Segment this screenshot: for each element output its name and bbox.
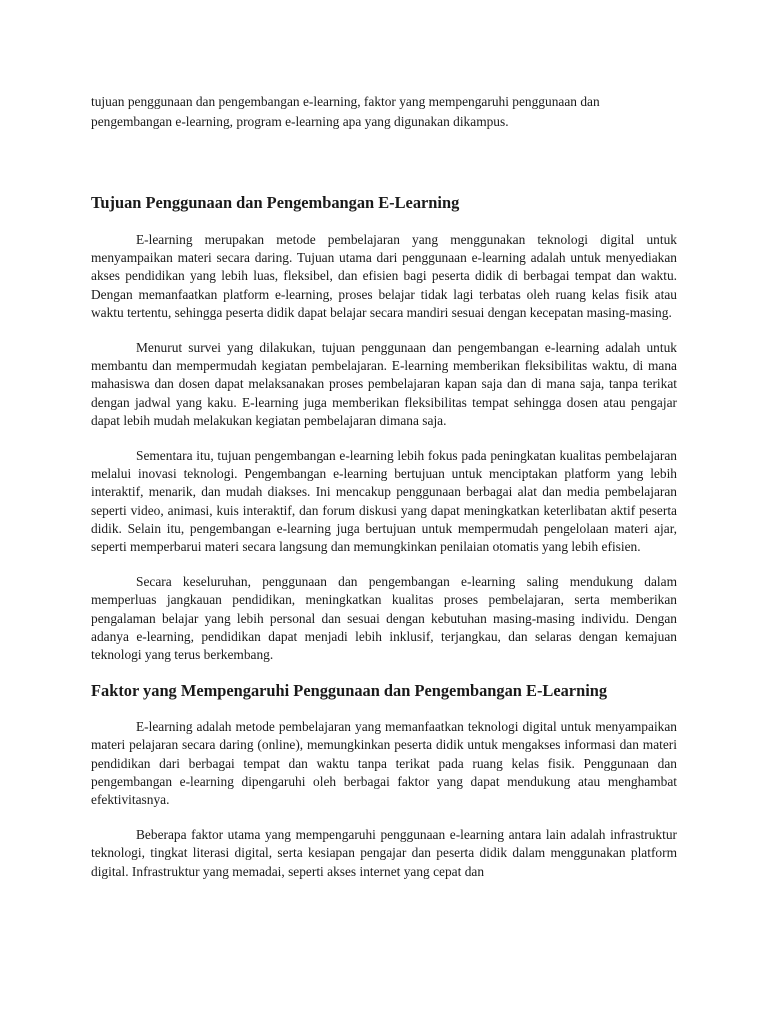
intro-paragraph: tujuan penggunaan dan pengembangan e-learning, faktor yang mempengaruhi penggunaan dan pengembangan e-learning, program e-learning apa yang digunakan dikampus. [91,94,600,129]
paragraph: Beberapa faktor utama yang mempengaruhi penggunaan e-learning antara lain adalah infrastruktur teknologi, tingkat literasi digital, serta kesiapan pengajar dan peserta didik dalam menggunakan platform digital. Infrastruktur yang memadai, seperti akses internet yang cepat dan [91,827,677,879]
paragraph: Sementara itu, tujuan pengembangan e-learning lebih fokus pada peningkatan kualitas pembelajaran melalui inovasi teknologi. Pengembangan e-learning bertujuan untuk menciptakan platform yang lebih interaktif, menarik, dan mudah diakses. Ini mencakup penggunaan berbagai alat dan media pembelajaran seperti video, animasi, kuis interaktif, dan forum diskusi yang dapat meningkatkan keterlibatan aktif peserta didik. Selain itu, pengembangan e-learning juga bertujuan untuk mempermudah pengelolaan materi ajar, seperti memperbarui materi secara langsung dan memungkinkan penilaian otomatis yang lebih efisien. [91,448,677,555]
paragraph: Menurut survei yang dilakukan, tujuan penggunaan dan pengembangan e-learning adalah untuk membantu dan mempermudah kegiatan pembelajaran. E-learning memberikan fleksibilitas waktu, di mana mahasiswa dan dosen dapat melaksanakan proses pembelajaran kapan saja dan di mana saja, tanpa terikat dengan jadwal yang kaku. E-learning juga memberikan fleksibilitas tempat sehingga dosen atau pengajar dapat lebih mudah melakukan kegiatan pembelajaran dimana saja. [91,340,677,428]
section-heading-tujuan: Tujuan Penggunaan dan Pengembangan E-Learning [91,193,460,212]
paragraph: E-learning merupakan metode pembelajaran yang menggunakan teknologi digital untuk menyampaikan materi secara daring. Tujuan utama dari penggunaan e-learning adalah untuk menyediakan akses pendidikan yang lebih luas, fleksibel, dan efisien bagi peserta didik di berbagai tempat dan waktu. Dengan memanfaatkan platform e-learning, proses belajar tidak lagi terbatas oleh ruang kelas fisik atau waktu tertentu, sehingga peserta didik dapat belajar secara mandiri sesuai dengan kecepatan masing-masing. [91,232,677,320]
paragraph: Secara keseluruhan, penggunaan dan pengembangan e-learning saling mendukung dalam memperluas jangkauan pendidikan, meningkatkan kualitas proses pembelajaran, serta memberikan pengalaman belajar yang lebih personal dan sesuai dengan kebutuhan masing-masing individu. Dengan adanya e-learning, pendidikan dapat menjadi lebih inklusif, terjangkau, dan selaras dengan kemajuan teknologi yang terus berkembang. [91,574,677,663]
document-page [91,92,677,898]
paragraph: E-learning adalah metode pembelajaran yang memanfaatkan teknologi digital untuk menyampaikan materi pelajaran secara daring (online), memungkinkan peserta didik untuk mengakses informasi dan materi pendidikan dari berbagai tempat dan waktu tanpa terikat pada ruang kelas fisik. Penggunaan dan pengembangan e-learning dipengaruhi oleh berbagai faktor yang dapat mendukung atau menghambat efektivitasnya. [91,719,677,808]
section-heading-faktor: Faktor yang Mempengaruhi Penggunaan dan Pengembangan E-Learning [91,681,608,701]
